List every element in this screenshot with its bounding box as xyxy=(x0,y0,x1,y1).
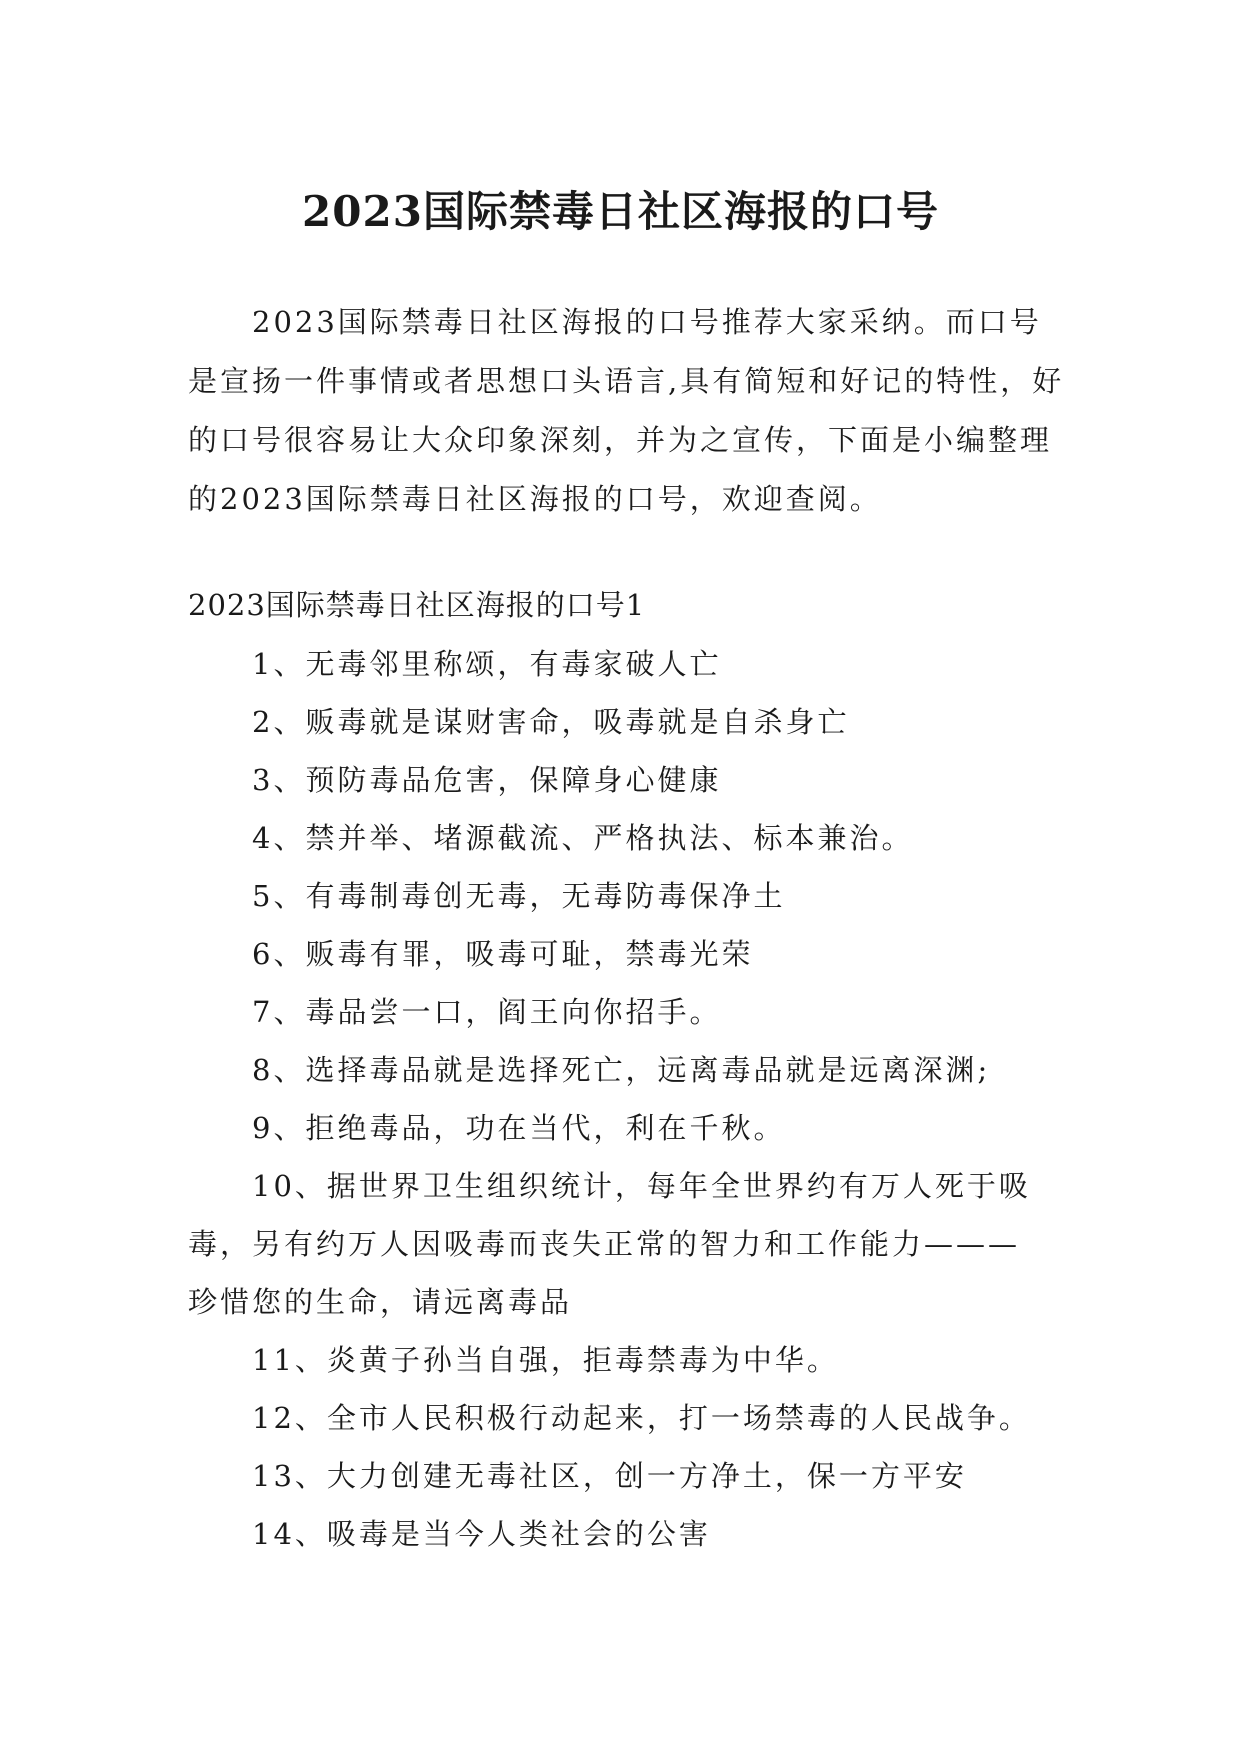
slogan-item: 3、预防毒品危害，保障身心健康 xyxy=(252,763,722,797)
intro-paragraph: 2023国际禁毒日社区海报的口号推荐大家采纳。而口号是宣扬一件事情或者思想口头语言,具有简短和好记的特性，好的口号很容易让大众印象深刻，并为之宣传，下面是小编整理的2023国际禁毒日社区海报的口号，欢迎查阅。 xyxy=(188,305,1065,516)
slogan-item: 13、大力创建无毒社区，创一方净土，保一方平安 xyxy=(252,1459,967,1493)
slogan-item: 2、贩毒就是谋财害命，吸毒就是自杀身亡 xyxy=(252,705,850,739)
slogan-item: 1、无毒邻里称颂，有毒家破人亡 xyxy=(252,647,722,681)
slogan-item: 12、全市人民积极行动起来，打一场禁毒的人民战争。 xyxy=(252,1401,1031,1435)
slogan-item: 8、选择毒品就是选择死亡，远离毒品就是远离深渊; xyxy=(252,1053,991,1087)
page-title: 2023国际禁毒日社区海报的口号 xyxy=(302,187,939,237)
section-heading: 2023国际禁毒日社区海报的口号1 xyxy=(188,588,646,622)
slogan-list xyxy=(188,635,1088,1563)
slogan-item: 6、贩毒有罪，吸毒可耻，禁毒光荣 xyxy=(252,937,754,971)
slogan-item: 11、炎黄子孙当自强，拒毒禁毒为中华。 xyxy=(252,1343,839,1377)
slogan-item: 9、拒绝毒品，功在当代，利在千秋。 xyxy=(252,1111,786,1145)
slogan-item: 10、据世界卫生组织统计，每年全世界约有万人死于吸毒，另有约万人因吸毒而丧失正常的智力和工作能力———珍惜您的生命，请远离毒品 xyxy=(188,1169,1031,1319)
slogan-item: 5、有毒制毒创无毒，无毒防毒保净土 xyxy=(252,879,786,913)
slogan-item: 14、吸毒是当今人类社会的公害 xyxy=(252,1517,711,1551)
slogan-item: 4、禁并举、堵源截流、严格执法、标本兼治。 xyxy=(252,821,914,855)
slogan-item: 7、毒品尝一口，阎王向你招手。 xyxy=(252,995,722,1029)
